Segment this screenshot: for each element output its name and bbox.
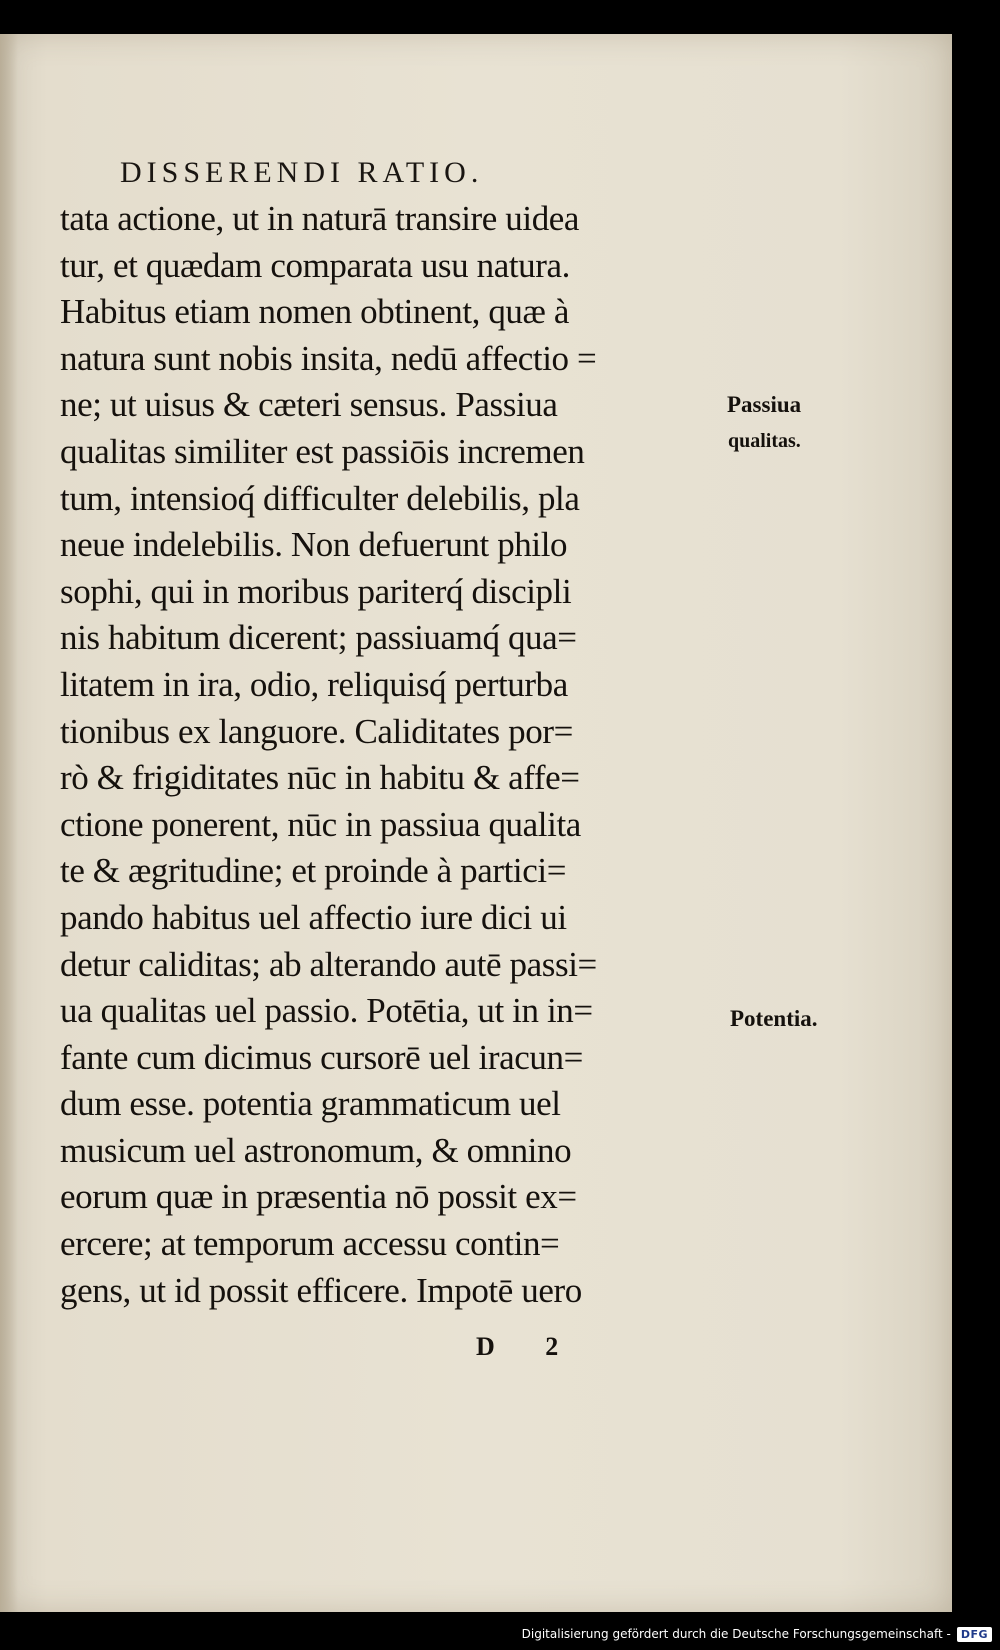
funding-credit: Digitalisierung gefördert durch die Deutsche Forschungsgemeinschaft - — [521, 1627, 951, 1641]
text-line: gens, ut id possit efficere. Impotē uero — [60, 1270, 582, 1310]
text-line: ercere; at temporum accessu contin= — [60, 1224, 560, 1264]
text-line: Habitus etiam nomen obtinent, quæ à — [60, 292, 569, 332]
text-line: ctione ponerent, nūc in passiua qualita — [60, 804, 581, 844]
text-line: tum, intensioq́ difficulter delebilis, pla — [60, 478, 580, 518]
text-line: natura sunt nobis insita, nedū affectio = — [60, 338, 597, 378]
text-line: pando habitus uel affectio iure dici ui — [60, 897, 567, 937]
text-line: eorum quæ in præsentia nō possit ex= — [60, 1177, 577, 1217]
text-line: rò & frigiditates nūc in habitu & affe= — [60, 758, 580, 798]
text-line: detur caliditas; ab alterando autē passi= — [60, 944, 597, 984]
signature-mark: D 2 — [476, 1332, 581, 1361]
body-text — [60, 196, 720, 1314]
marginal-note-potentia: Potentia. — [730, 1006, 818, 1031]
marginal-note-passiua: Passiua — [727, 392, 802, 417]
marginal-note-qualitas: qualitas. — [728, 430, 801, 452]
book-page — [0, 34, 952, 1612]
text-line: sophi, qui in moribus pariterq́ discipli — [60, 571, 572, 611]
text-line: qualitas similiter est passiōis incremen — [60, 431, 585, 471]
dfg-logo: DFG — [957, 1627, 992, 1642]
text-line: fante cum dicimus cursorē uel iracun= — [60, 1037, 583, 1077]
text-line: ne; ut uisus & cæteri sensus. Passiua — [60, 385, 558, 425]
text-line: ua qualitas uel passio. Potētia, ut in in= — [60, 991, 593, 1031]
digitization-footer — [522, 1622, 992, 1646]
text-line: musicum uel astronomum, & omnino — [60, 1130, 572, 1170]
text-line: te & ægritudine; et proinde à partici= — [60, 851, 567, 891]
text-line: neue indelebilis. Non defuerunt philo — [60, 525, 568, 565]
text-line: dum esse. potentia grammaticum uel — [60, 1084, 561, 1124]
text-line: tur, et quædam comparata usu natura. — [60, 245, 571, 285]
text-line: tata actione, ut in naturā transire uidea — [60, 199, 580, 238]
running-head: DISSERENDI RATIO. — [120, 156, 484, 189]
text-line: nis habitum dicerent; passiuamq́ qua= — [60, 618, 577, 658]
page-gutter — [0, 34, 18, 1612]
text-line: tionibus ex languore. Caliditates por= — [60, 711, 573, 751]
text-line: litatem in ira, odio, reliquisq́ perturba — [60, 664, 568, 704]
